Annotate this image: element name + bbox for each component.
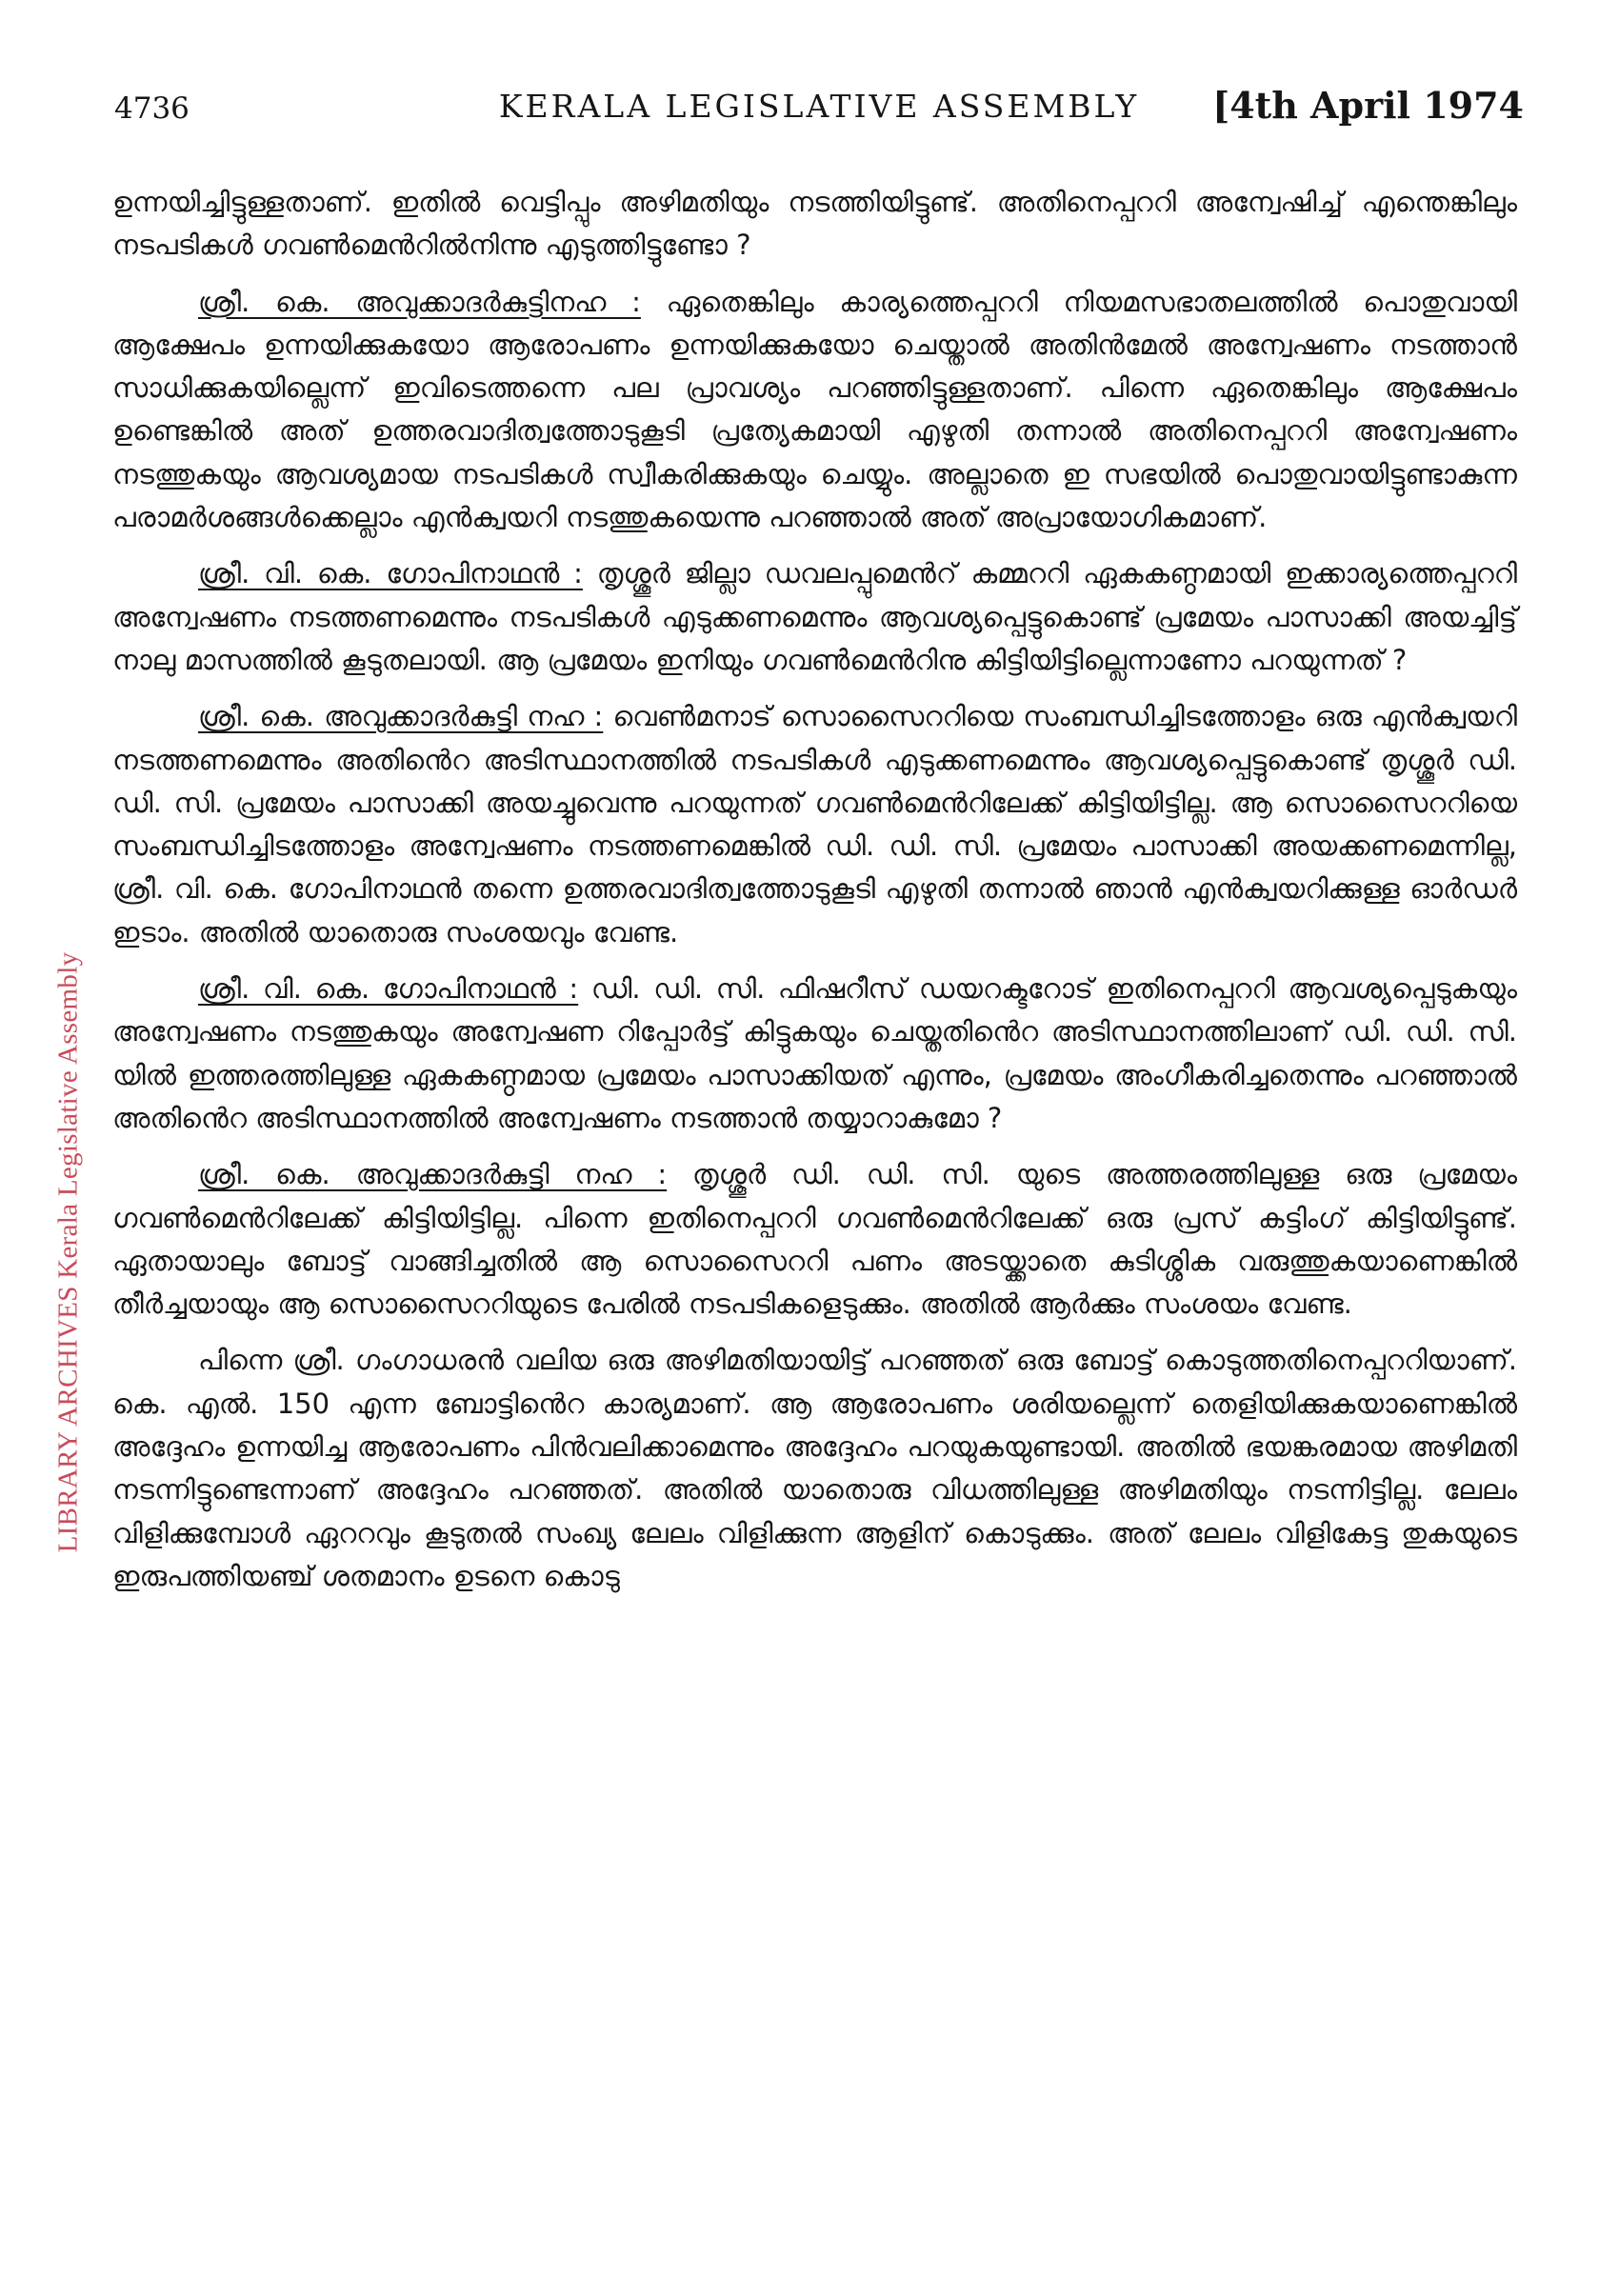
speaker-name: ശ്രീ. കെ. അവുക്കാദർകുട്ടി നഹ : (198, 700, 604, 733)
speaker-name: ശ്രീ. കെ. അവുക്കാദർകുട്ടിനഹ : (198, 285, 641, 318)
page-header (114, 84, 1524, 131)
paragraph (112, 1339, 1517, 1598)
paragraph (112, 281, 1517, 540)
paragraph-text: വെൺമനാട് സൊസൈററിയെ സംബന്ധിച്ചിടത്തോളം ഒരു എൻക്വയറി നടത്തണമെന്നും അതിൻെറ അടിസ്ഥാനത്തിൽ നടപടികൾ എടുക്കണമെന്നും ആവശ്യപ്പെട്ടുകൊണ്ട് തൃശ്ശൂർ ഡി. ഡി. സി. പ്രമേയം പാസാക്കി അയച്ചുവെന്നു പറയുന്നത് ഗവൺമെൻറിലേക്ക് കിട്ടിയിട്ടില്ല. ആ സൊസൈററിയെ സംബന്ധിച്ചിടത്തോളം അന്വേഷണം നടത്തണമെങ്കിൽ ഡി. ഡി. സി. പ്രമേയം പാസാക്കി അയക്കണമെന്നില്ല, ശ്രീ. വി. കെ. ഗോപിനാഥൻ തന്നെ ഉത്തരവാദിത്വത്തോടുകൂടി എഴുതി തന്നാൽ ഞാൻ എൻക്വയറിക്കുള്ള ഓർഡർ ഇടാം. അതിൽ യാതൊരു സംശയവും വേണ്ട. (112, 700, 1518, 948)
running-title: KERALA LEGISLATIVE ASSEMBLY (498, 88, 1140, 125)
page-number: 4736 (114, 91, 190, 126)
paragraph-text: ഏതെങ്കിലും കാര്യത്തെപ്പററി നിയമസഭാതലത്തിൽ പൊതുവായി ആക്ഷേപം ഉന്നയിക്കുകയോ ആരോപണം ഉന്നയിക്കുകയോ ചെയ്താൽ അതിൻമേൽ അന്വേഷണം നടത്താൻ സാധിക്കുകയില്ലെന്ന് ഇവിടെത്തന്നെ പല പ്രാവശ്യം പറഞ്ഞിട്ടുള്ളതാണ്. പിന്നെ ഏതെങ്കിലും ആക്ഷേപം ഉണ്ടെങ്കിൽ അത് ഉത്തരവാദിത്വത്തോടുകൂടി പ്രത്യേകമായി എഴുതി തന്നാൽ അതിനെപ്പററി അന്വേഷണം നടത്തുകയും ആവശ്യമായ നടപടികൾ സ്വീകരിക്കുകയും ചെയ്യും. അല്ലാതെ ഇ സഭയിൽ പൊതുവായിട്ടുണ്ടാകുന്ന പരാമർശങ്ങൾക്കെല്ലാം എൻക്വയറി നടത്തുകയെന്നു പറഞ്ഞാൽ അത് അപ്രായോഗികമാണ്. (112, 285, 1518, 534)
paragraph-text: പിന്നെ ശ്രീ. ഗംഗാധരൻ വലിയ ഒരു അഴിമതിയായിട്ട് പറഞ്ഞത് ഒരു ബോട്ട് കൊടുത്തതിനെപ്പററിയാണ്. കെ. എൽ. 150 എന്ന ബോട്ടിൻെറ കാര്യമാണ്. ആ ആരോപണം ശരിയല്ലെന്ന് തെളിയിക്കുകയാണെങ്കിൽ അദ്ദേഹം ഉന്നയിച്ച ആരോപണം പിൻവലിക്കാമെന്നും അദ്ദേഹം പറയുകയുണ്ടായി. അതിൽ ഭയങ്കരമായ അഴിമതി നടന്നിട്ടുണ്ടെന്നാണ് അദ്ദേഹം പറഞ്ഞത്. അതിൽ യാതൊരു വിധത്തിലുള്ള അഴിമതിയും നടന്നിട്ടില്ല. ലേലം വിളിക്കുമ്പോൾ ഏററവും കൂടുതൽ സംഖ്യ ലേലം വിളിക്കുന്ന ആളിന് കൊടുക്കും. അത് ലേലം വിളികേട്ട തുകയുടെ ഇരുപത്തിയഞ്ച് ശതമാനം ഉടനെ കൊടു (112, 1344, 1517, 1592)
page-date: [4th April 1974 (1212, 84, 1524, 127)
speaker-name: ശ്രീ. വി. കെ. ഗോപിനാഥൻ : (198, 557, 583, 590)
paragraph (112, 552, 1517, 682)
speaker-name: ശ്രീ. വി. കെ. ഗോപിനാഥൻ : (198, 972, 579, 1006)
paragraph (112, 181, 1517, 268)
paragraph (112, 968, 1517, 1140)
archive-stamp (50, 743, 88, 1762)
page-body (112, 181, 1517, 1611)
paragraph (112, 695, 1517, 954)
paragraph-text: തൃശ്ശൂർ ജില്ലാ ഡവലപ്പുമെൻറ് കമ്മററി ഏകകണ്ഠമായി ഇക്കാര്യത്തെപ്പററി അന്വേഷണം നടത്തണമെന്നും നടപടികൾ എടുക്കണമെന്നും ആവശ്യപ്പെട്ടുകൊണ്ട് പ്രമേയം പാസാക്കി അയച്ചിട്ട് നാലു മാസത്തിൽ കൂടുതലായി. ആ പ്രമേയം ഇനിയും ഗവൺമെൻറിനു കിട്ടിയിട്ടില്ലെന്നാണോ പറയുന്നത് ? (112, 557, 1517, 676)
paragraph-text: ഡി. ഡി. സി. ഫിഷറീസ് ഡയറക്ടറോട് ഇതിനെപ്പററി ആവശ്യപ്പെടുകയും അന്വേഷണം നടത്തുകയും അന്വേഷണ റിപ്പോർട്ട് കിട്ടുകയും ചെയ്തതിൻെറ അടിസ്ഥാനത്തിലാണ് ഡി. ഡി. സി. യിൽ ഇത്തരത്തിലുള്ള ഏകകണ്ഠമായ പ്രമേയം പാസാക്കിയത് എന്നും, പ്രമേയം അംഗീകരിച്ചതെന്നും പറഞ്ഞാൽ അതിൻെറ അടിസ്ഥാനത്തിൽ അന്വേഷണം നടത്താൻ തയ്യാറാകുമോ ? (112, 972, 1517, 1134)
paragraph-text: ഉന്നയിച്ചിട്ടുള്ളതാണ്. ഇതിൽ വെട്ടിപ്പും അഴിമതിയും നടത്തിയിട്ടുണ്ട്. അതിനെപ്പററി അന്വേഷിച്ച് എന്തെങ്കിലും നടപടികൾ ഗവൺമെൻറിൽനിന്നു എടുത്തിട്ടുണ്ടോ ? (112, 186, 1517, 262)
paragraph (112, 1153, 1517, 1326)
speaker-name: ശ്രീ. കെ. അവുക്കാദർകുട്ടി നഹ : (198, 1158, 668, 1191)
archive-stamp-text: LIBRARY ARCHIVES Kerala Legislative Assembly (52, 951, 84, 1553)
paragraph-text: തൃശ്ശൂർ ഡി. ഡി. സി. യുടെ അത്തരത്തിലുള്ള ഒരു പ്രമേയം ഗവൺമെൻറിലേക്ക് കിട്ടിയിട്ടില്ല. പിന്നെ ഇതിനെപ്പററി ഗവൺമെൻറിലേക്ക് ഒരു പ്രസ് കട്ടിംഗ് കിട്ടിയിട്ടുണ്ട്. ഏതായാലും ബോട്ട് വാങ്ങിച്ചതിൽ ആ സൊസൈററി പണം അടയ്ക്കാതെ കുടിശ്ശിക വരുത്തുകയാണെങ്കിൽ തീർച്ചയായും ആ സൊസൈററിയുടെ പേരിൽ നടപടികളെടുക്കും. അതിൽ ആർക്കും സംശയം വേണ്ട. (112, 1158, 1518, 1321)
